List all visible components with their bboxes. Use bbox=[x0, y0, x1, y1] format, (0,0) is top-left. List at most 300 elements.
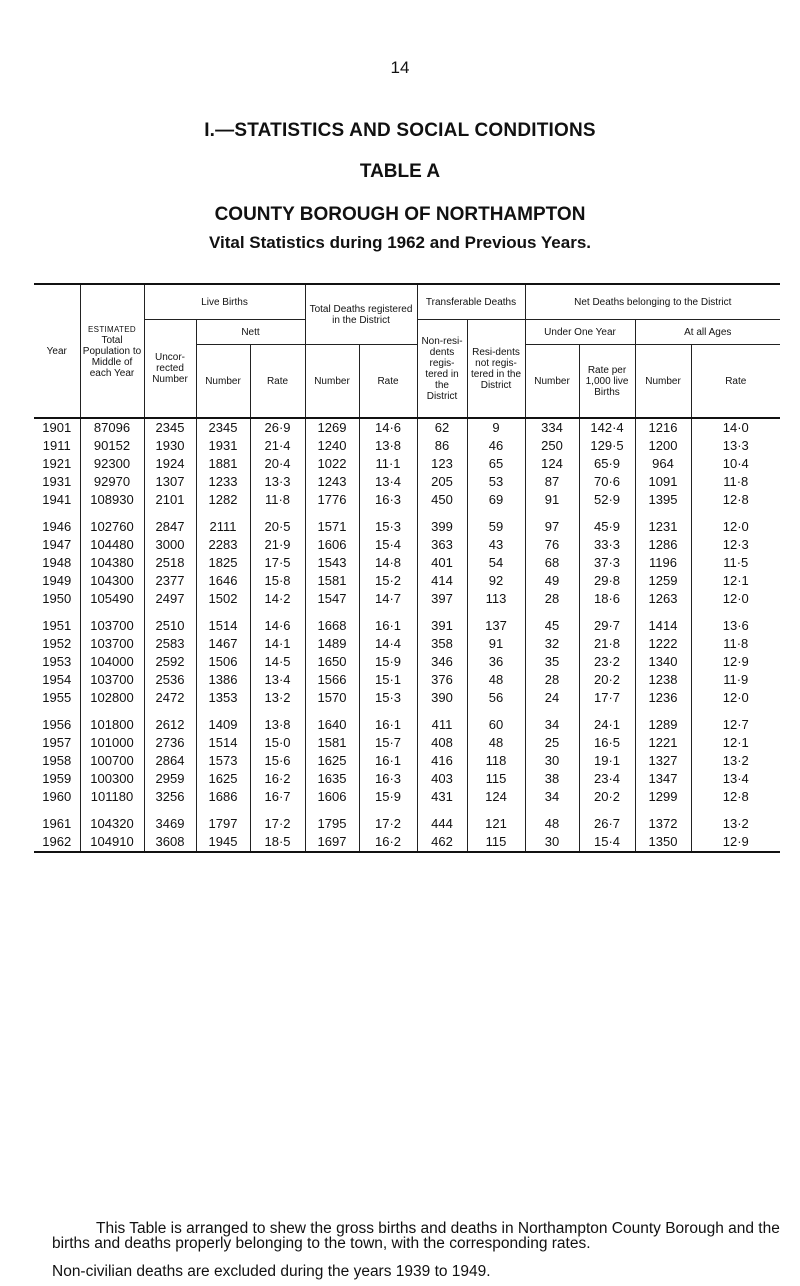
cell-year: 1951 bbox=[42, 618, 72, 633]
cell-nett-number: 1353 bbox=[196, 689, 250, 707]
cell-uncorrected: 1307 bbox=[144, 473, 196, 491]
cell-deaths-rate: 16·3 bbox=[359, 491, 417, 509]
cell-nett-rate: 20·4 bbox=[250, 455, 305, 473]
cell-deaths-rate: 16·2 bbox=[359, 833, 417, 852]
cell-resident: 115 bbox=[467, 833, 525, 852]
cell-all-number: 1221 bbox=[635, 734, 691, 752]
table-row bbox=[34, 437, 780, 455]
cell-all-number: 964 bbox=[635, 455, 691, 473]
cell-deaths-number: 1635 bbox=[305, 770, 359, 788]
cell-year: 1961 bbox=[42, 816, 72, 831]
cell-population: 104380 bbox=[80, 554, 144, 572]
cell-under-one-number: 87 bbox=[525, 473, 579, 491]
cell-all-number: 1091 bbox=[635, 473, 691, 491]
cell-non-resident: 444 bbox=[417, 806, 467, 833]
cell-non-resident: 401 bbox=[417, 554, 467, 572]
cell-nett-number: 1514 bbox=[196, 608, 250, 635]
cell-all-rate: 11·8 bbox=[691, 635, 780, 653]
header-non-resident: Non-resi-dents regis-tered in the District bbox=[417, 320, 467, 419]
cell-all-number: 1299 bbox=[635, 788, 691, 806]
cell-deaths-rate: 15·9 bbox=[359, 653, 417, 671]
cell-under-one-number: 24 bbox=[525, 689, 579, 707]
cell-under-one-rate: 129·5 bbox=[579, 437, 635, 455]
header-nett-rate: Rate bbox=[250, 345, 305, 419]
cell-uncorrected: 2345 bbox=[144, 418, 196, 437]
cell-year: 1947 bbox=[42, 537, 72, 552]
cell-year: 1953 bbox=[42, 654, 72, 669]
cell-uncorrected: 2510 bbox=[144, 608, 196, 635]
cell-all-rate: 12·3 bbox=[691, 536, 780, 554]
header-net-deaths: Net Deaths belonging to the District bbox=[525, 284, 780, 320]
cell-under-one-rate: 26·7 bbox=[579, 806, 635, 833]
cell-deaths-number: 1795 bbox=[305, 806, 359, 833]
cell-resident: 91 bbox=[467, 635, 525, 653]
cell-year: 1955 bbox=[42, 690, 72, 705]
cell-under-one-number: 97 bbox=[525, 509, 579, 536]
cell-non-resident: 391 bbox=[417, 608, 467, 635]
cell-deaths-number: 1240 bbox=[305, 437, 359, 455]
cell-deaths-number: 1640 bbox=[305, 707, 359, 734]
header-all-number: Number bbox=[635, 345, 691, 419]
cell-all-rate: 11·9 bbox=[691, 671, 780, 689]
cell-nett-number: 1506 bbox=[196, 653, 250, 671]
cell-all-rate: 13·4 bbox=[691, 770, 780, 788]
cell-deaths-rate: 15·3 bbox=[359, 509, 417, 536]
cell-resident: 60 bbox=[467, 707, 525, 734]
cell-all-rate: 12·8 bbox=[691, 491, 780, 509]
cell-resident: 48 bbox=[467, 734, 525, 752]
cell-non-resident: 408 bbox=[417, 734, 467, 752]
cell-uncorrected: 2497 bbox=[144, 590, 196, 608]
cell-under-one-number: 91 bbox=[525, 491, 579, 509]
cell-deaths-rate: 16·1 bbox=[359, 752, 417, 770]
cell-nett-number: 1409 bbox=[196, 707, 250, 734]
cell-year: 1931 bbox=[42, 474, 72, 489]
cell-under-one-rate: 45·9 bbox=[579, 509, 635, 536]
cell-deaths-number: 1606 bbox=[305, 788, 359, 806]
cell-under-one-number: 30 bbox=[525, 833, 579, 852]
cell-non-resident: 416 bbox=[417, 752, 467, 770]
cell-nett-number: 1881 bbox=[196, 455, 250, 473]
cell-resident: 59 bbox=[467, 509, 525, 536]
cell-all-rate: 11·5 bbox=[691, 554, 780, 572]
cell-uncorrected: 3256 bbox=[144, 788, 196, 806]
header-nett: Nett bbox=[196, 320, 305, 345]
cell-year: 1901 bbox=[42, 420, 72, 435]
cell-population: 104320 bbox=[80, 806, 144, 833]
cell-non-resident: 62 bbox=[417, 418, 467, 437]
page-number: 14 bbox=[390, 58, 410, 77]
cell-year: 1948 bbox=[42, 555, 72, 570]
cell-population: 92300 bbox=[80, 455, 144, 473]
table-row bbox=[34, 689, 780, 707]
cell-resident: 124 bbox=[467, 788, 525, 806]
cell-nett-rate: 14·2 bbox=[250, 590, 305, 608]
cell-under-one-rate: 19·1 bbox=[579, 752, 635, 770]
cell-all-number: 1222 bbox=[635, 635, 691, 653]
cell-deaths-number: 1543 bbox=[305, 554, 359, 572]
cell-all-number: 1340 bbox=[635, 653, 691, 671]
cell-deaths-number: 1581 bbox=[305, 734, 359, 752]
cell-deaths-number: 1581 bbox=[305, 572, 359, 590]
cell-year: 1946 bbox=[42, 519, 72, 534]
cell-non-resident: 123 bbox=[417, 455, 467, 473]
cell-population: 87096 bbox=[80, 418, 144, 437]
cell-nett-number: 2345 bbox=[196, 418, 250, 437]
cell-resident: 121 bbox=[467, 806, 525, 833]
cell-nett-rate: 13·8 bbox=[250, 707, 305, 734]
cell-resident: 69 bbox=[467, 491, 525, 509]
cell-uncorrected: 2592 bbox=[144, 653, 196, 671]
cell-resident: 118 bbox=[467, 752, 525, 770]
cell-resident: 54 bbox=[467, 554, 525, 572]
cell-under-one-rate: 15·4 bbox=[579, 833, 635, 852]
table-row bbox=[34, 770, 780, 788]
cell-resident: 46 bbox=[467, 437, 525, 455]
cell-nett-rate: 13·3 bbox=[250, 473, 305, 491]
cell-nett-number: 2111 bbox=[196, 509, 250, 536]
cell-uncorrected: 2959 bbox=[144, 770, 196, 788]
cell-deaths-rate: 15·7 bbox=[359, 734, 417, 752]
header-total-deaths: Total Deaths registered in the District bbox=[305, 284, 417, 345]
cell-deaths-number: 1489 bbox=[305, 635, 359, 653]
cell-all-rate: 12·1 bbox=[691, 572, 780, 590]
cell-all-number: 1350 bbox=[635, 833, 691, 852]
cell-all-number: 1216 bbox=[635, 418, 691, 437]
cell-deaths-rate: 16·1 bbox=[359, 608, 417, 635]
cell-all-number: 1259 bbox=[635, 572, 691, 590]
cell-under-one-rate: 21·8 bbox=[579, 635, 635, 653]
cell-nett-number: 1646 bbox=[196, 572, 250, 590]
cell-non-resident: 358 bbox=[417, 635, 467, 653]
table-row bbox=[34, 572, 780, 590]
cell-deaths-rate: 17·2 bbox=[359, 806, 417, 833]
cell-population: 100700 bbox=[80, 752, 144, 770]
cell-all-rate: 12·7 bbox=[691, 707, 780, 734]
header-under-one-number: Number bbox=[525, 345, 579, 419]
cell-population: 104000 bbox=[80, 653, 144, 671]
cell-year: 1911 bbox=[42, 438, 71, 453]
cell-deaths-rate: 16·1 bbox=[359, 707, 417, 734]
cell-under-one-rate: 70·6 bbox=[579, 473, 635, 491]
cell-population: 101000 bbox=[80, 734, 144, 752]
cell-under-one-rate: 29·7 bbox=[579, 608, 635, 635]
cell-uncorrected: 2847 bbox=[144, 509, 196, 536]
section-title: I.—STATISTICS AND SOCIAL CONDITIONS bbox=[204, 120, 596, 141]
cell-all-number: 1289 bbox=[635, 707, 691, 734]
header-transferable: Transferable Deaths bbox=[417, 284, 525, 320]
cell-nett-number: 1797 bbox=[196, 806, 250, 833]
cell-nett-rate: 21·4 bbox=[250, 437, 305, 455]
table-body bbox=[34, 418, 780, 852]
cell-non-resident: 403 bbox=[417, 770, 467, 788]
cell-nett-number: 1825 bbox=[196, 554, 250, 572]
cell-under-one-rate: 52·9 bbox=[579, 491, 635, 509]
cell-uncorrected: 3608 bbox=[144, 833, 196, 852]
cell-year: 1962 bbox=[34, 833, 80, 852]
cell-all-rate: 10·4 bbox=[691, 455, 780, 473]
cell-under-one-number: 32 bbox=[525, 635, 579, 653]
cell-under-one-rate: 65·9 bbox=[579, 455, 635, 473]
cell-non-resident: 376 bbox=[417, 671, 467, 689]
cell-population: 101180 bbox=[80, 788, 144, 806]
cell-uncorrected: 2736 bbox=[144, 734, 196, 752]
cell-uncorrected: 2612 bbox=[144, 707, 196, 734]
cell-under-one-number: 250 bbox=[525, 437, 579, 455]
cell-resident: 115 bbox=[467, 770, 525, 788]
cell-deaths-number: 1243 bbox=[305, 473, 359, 491]
cell-deaths-number: 1668 bbox=[305, 608, 359, 635]
table-row bbox=[34, 806, 780, 833]
cell-all-number: 1238 bbox=[635, 671, 691, 689]
cell-nett-rate: 14·6 bbox=[250, 608, 305, 635]
header-all-rate: Rate bbox=[691, 345, 780, 419]
cell-non-resident: 86 bbox=[417, 437, 467, 455]
cell-resident: 92 bbox=[467, 572, 525, 590]
cell-resident: 43 bbox=[467, 536, 525, 554]
cell-deaths-rate: 15·2 bbox=[359, 572, 417, 590]
cell-deaths-number: 1606 bbox=[305, 536, 359, 554]
header-deaths-number: Number bbox=[305, 345, 359, 419]
cell-deaths-number: 1566 bbox=[305, 671, 359, 689]
cell-all-number: 1414 bbox=[635, 608, 691, 635]
cell-population: 108930 bbox=[80, 491, 144, 509]
cell-under-one-rate: 16·5 bbox=[579, 734, 635, 752]
cell-year: 1949 bbox=[42, 573, 72, 588]
cell-year: 1960 bbox=[42, 789, 72, 804]
cell-all-rate: 12·0 bbox=[691, 689, 780, 707]
cell-under-one-rate: 18·6 bbox=[579, 590, 635, 608]
cell-population: 102800 bbox=[80, 689, 144, 707]
cell-nett-number: 1931 bbox=[196, 437, 250, 455]
cell-under-one-number: 34 bbox=[525, 707, 579, 734]
cell-deaths-number: 1571 bbox=[305, 509, 359, 536]
cell-deaths-rate: 15·1 bbox=[359, 671, 417, 689]
cell-resident: 9 bbox=[467, 418, 525, 437]
table-row bbox=[34, 554, 780, 572]
cell-under-one-number: 124 bbox=[525, 455, 579, 473]
cell-nett-rate: 15·6 bbox=[250, 752, 305, 770]
header-nett-number: Number bbox=[196, 345, 250, 419]
cell-deaths-number: 1570 bbox=[305, 689, 359, 707]
cell-under-one-number: 35 bbox=[525, 653, 579, 671]
borough-title: COUNTY BOROUGH OF NORTHAMPTON bbox=[214, 204, 586, 225]
cell-non-resident: 363 bbox=[417, 536, 467, 554]
table-row bbox=[34, 671, 780, 689]
vital-statistics-table bbox=[34, 283, 780, 853]
cell-all-rate: 12·8 bbox=[691, 788, 780, 806]
cell-uncorrected: 2472 bbox=[144, 689, 196, 707]
cell-deaths-number: 1650 bbox=[305, 653, 359, 671]
cell-uncorrected: 2536 bbox=[144, 671, 196, 689]
cell-year: 1950 bbox=[42, 591, 72, 606]
cell-nett-rate: 13·4 bbox=[250, 671, 305, 689]
cell-all-rate: 13·2 bbox=[691, 806, 780, 833]
table-row bbox=[34, 473, 780, 491]
cell-under-one-rate: 23·2 bbox=[579, 653, 635, 671]
cell-under-one-rate: 24·1 bbox=[579, 707, 635, 734]
cell-non-resident: 450 bbox=[417, 491, 467, 509]
cell-deaths-rate: 13·4 bbox=[359, 473, 417, 491]
cell-population: 104480 bbox=[80, 536, 144, 554]
table-row bbox=[34, 788, 780, 806]
cell-resident: 65 bbox=[467, 455, 525, 473]
table-row bbox=[34, 590, 780, 608]
cell-under-one-rate: 142·4 bbox=[579, 418, 635, 437]
table-row bbox=[34, 418, 780, 437]
cell-deaths-rate: 14·7 bbox=[359, 590, 417, 608]
cell-under-one-number: 48 bbox=[525, 806, 579, 833]
cell-nett-rate: 17·2 bbox=[250, 806, 305, 833]
cell-under-one-number: 334 bbox=[525, 418, 579, 437]
header-deaths-rate: Rate bbox=[359, 345, 417, 419]
cell-under-one-number: 38 bbox=[525, 770, 579, 788]
cell-non-resident: 462 bbox=[417, 833, 467, 852]
cell-uncorrected: 1930 bbox=[144, 437, 196, 455]
cell-year: 1959 bbox=[42, 771, 72, 786]
cell-nett-rate: 17·5 bbox=[250, 554, 305, 572]
exclusion-note: Non-civilian deaths are excluded during the years 1939 to 1949. bbox=[52, 1263, 491, 1280]
cell-deaths-number: 1697 bbox=[305, 833, 359, 852]
cell-nett-number: 1233 bbox=[196, 473, 250, 491]
cell-year: 1952 bbox=[42, 636, 72, 651]
cell-under-one-number: 30 bbox=[525, 752, 579, 770]
cell-all-number: 1372 bbox=[635, 806, 691, 833]
cell-population: 101800 bbox=[80, 707, 144, 734]
cell-resident: 48 bbox=[467, 671, 525, 689]
header-resident: Resi-dents not regis-tered in the District bbox=[467, 320, 525, 419]
cell-resident: 36 bbox=[467, 653, 525, 671]
cell-under-one-rate: 29·8 bbox=[579, 572, 635, 590]
cell-population: 103700 bbox=[80, 635, 144, 653]
cell-deaths-number: 1625 bbox=[305, 752, 359, 770]
cell-nett-number: 1386 bbox=[196, 671, 250, 689]
cell-uncorrected: 2518 bbox=[144, 554, 196, 572]
cell-nett-rate: 26·9 bbox=[250, 418, 305, 437]
cell-nett-number: 1686 bbox=[196, 788, 250, 806]
cell-non-resident: 205 bbox=[417, 473, 467, 491]
cell-population: 90152 bbox=[80, 437, 144, 455]
cell-population: 103700 bbox=[80, 671, 144, 689]
header-uncorrected: Uncor-rected Number bbox=[144, 320, 196, 419]
cell-under-one-number: 28 bbox=[525, 590, 579, 608]
cell-nett-number: 1625 bbox=[196, 770, 250, 788]
cell-all-number: 1200 bbox=[635, 437, 691, 455]
cell-nett-rate: 18·5 bbox=[250, 833, 305, 852]
cell-non-resident: 431 bbox=[417, 788, 467, 806]
cell-under-one-number: 45 bbox=[525, 608, 579, 635]
cell-all-rate: 12·0 bbox=[691, 509, 780, 536]
cell-year: 1957 bbox=[42, 735, 72, 750]
cell-uncorrected: 2864 bbox=[144, 752, 196, 770]
cell-deaths-rate: 13·8 bbox=[359, 437, 417, 455]
table-row bbox=[34, 536, 780, 554]
cell-population: 104300 bbox=[80, 572, 144, 590]
cell-uncorrected: 2377 bbox=[144, 572, 196, 590]
cell-year: 1956 bbox=[42, 717, 72, 732]
cell-under-one-rate: 20·2 bbox=[579, 671, 635, 689]
cell-nett-rate: 16·2 bbox=[250, 770, 305, 788]
cell-uncorrected: 1924 bbox=[144, 455, 196, 473]
cell-non-resident: 390 bbox=[417, 689, 467, 707]
cell-deaths-number: 1776 bbox=[305, 491, 359, 509]
cell-all-number: 1236 bbox=[635, 689, 691, 707]
cell-under-one-rate: 20·2 bbox=[579, 788, 635, 806]
cell-nett-number: 1573 bbox=[196, 752, 250, 770]
cell-under-one-number: 68 bbox=[525, 554, 579, 572]
cell-nett-number: 1514 bbox=[196, 734, 250, 752]
cell-all-rate: 13·6 bbox=[691, 608, 780, 635]
cell-nett-number: 2283 bbox=[196, 536, 250, 554]
cell-under-one-number: 76 bbox=[525, 536, 579, 554]
cell-nett-number: 1282 bbox=[196, 491, 250, 509]
cell-year: 1958 bbox=[42, 753, 72, 768]
cell-nett-rate: 16·7 bbox=[250, 788, 305, 806]
cell-under-one-rate: 37·3 bbox=[579, 554, 635, 572]
cell-population: 103700 bbox=[80, 608, 144, 635]
cell-year: 1954 bbox=[42, 672, 72, 687]
table-note: This Table is arranged to shew the gross births and deaths in Northampton County Borough and the births and deaths properly belonging to the town, with the corresponding rates. bbox=[52, 1220, 780, 1252]
cell-all-rate: 12·0 bbox=[691, 590, 780, 608]
cell-deaths-rate: 15·9 bbox=[359, 788, 417, 806]
cell-uncorrected: 2101 bbox=[144, 491, 196, 509]
cell-deaths-rate: 14·8 bbox=[359, 554, 417, 572]
cell-population: 92970 bbox=[80, 473, 144, 491]
cell-resident: 113 bbox=[467, 590, 525, 608]
cell-nett-rate: 21·9 bbox=[250, 536, 305, 554]
cell-population: 102760 bbox=[80, 509, 144, 536]
cell-population: 105490 bbox=[80, 590, 144, 608]
cell-all-number: 1263 bbox=[635, 590, 691, 608]
cell-under-one-rate: 23·4 bbox=[579, 770, 635, 788]
cell-all-number: 1286 bbox=[635, 536, 691, 554]
cell-all-rate: 13·2 bbox=[691, 752, 780, 770]
table-row bbox=[34, 608, 780, 635]
cell-nett-rate: 15·0 bbox=[250, 734, 305, 752]
table-row bbox=[34, 509, 780, 536]
cell-nett-rate: 11·8 bbox=[250, 491, 305, 509]
table-row bbox=[34, 455, 780, 473]
table-row bbox=[34, 707, 780, 734]
table-row bbox=[34, 734, 780, 752]
cell-deaths-number: 1022 bbox=[305, 455, 359, 473]
cell-nett-rate: 14·5 bbox=[250, 653, 305, 671]
header-all-ages: At all Ages bbox=[635, 320, 780, 345]
cell-nett-rate: 15·8 bbox=[250, 572, 305, 590]
cell-non-resident: 346 bbox=[417, 653, 467, 671]
cell-resident: 137 bbox=[467, 608, 525, 635]
header-under-one-rate: Rate per 1,000 live Births bbox=[579, 345, 635, 419]
cell-all-number: 1327 bbox=[635, 752, 691, 770]
cell-under-one-number: 49 bbox=[525, 572, 579, 590]
cell-deaths-rate: 15·3 bbox=[359, 689, 417, 707]
cell-all-rate: 12·9 bbox=[691, 833, 780, 852]
cell-deaths-number: 1547 bbox=[305, 590, 359, 608]
cell-resident: 53 bbox=[467, 473, 525, 491]
cell-deaths-rate: 11·1 bbox=[359, 455, 417, 473]
cell-deaths-rate: 15·4 bbox=[359, 536, 417, 554]
header-estimated: ESTIMATED bbox=[88, 324, 136, 334]
cell-all-number: 1395 bbox=[635, 491, 691, 509]
cell-all-number: 1196 bbox=[635, 554, 691, 572]
cell-non-resident: 397 bbox=[417, 590, 467, 608]
cell-all-rate: 12·1 bbox=[691, 734, 780, 752]
header-live-births: Live Births bbox=[144, 284, 305, 320]
cell-population: 104910 bbox=[80, 833, 144, 852]
cell-under-one-number: 34 bbox=[525, 788, 579, 806]
cell-nett-number: 1467 bbox=[196, 635, 250, 653]
cell-deaths-rate: 14·4 bbox=[359, 635, 417, 653]
